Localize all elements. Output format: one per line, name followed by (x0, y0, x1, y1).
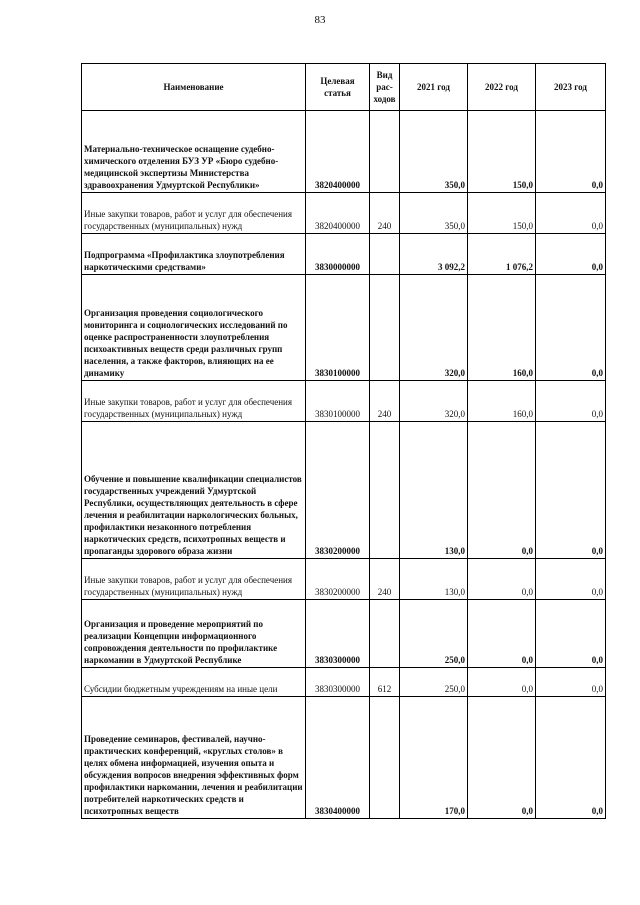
row-code: 3830300000 (306, 668, 370, 697)
row-vid (370, 697, 400, 819)
row-vid: 240 (370, 381, 400, 422)
row-2023: 0,0 (536, 668, 606, 697)
row-2021: 3 092,2 (400, 234, 468, 275)
row-code: 3820400000 (306, 111, 370, 193)
row-code: 3830300000 (306, 600, 370, 668)
row-2022: 0,0 (468, 600, 536, 668)
row-code: 3830400000 (306, 697, 370, 819)
row-name: Субсидии бюджетным учреждениям на иные цели (82, 668, 306, 697)
row-2023: 0,0 (536, 422, 606, 559)
row-2023: 0,0 (536, 697, 606, 819)
row-2022: 0,0 (468, 668, 536, 697)
row-vid (370, 600, 400, 668)
row-code: 3830200000 (306, 559, 370, 600)
row-name: Иные закупки товаров, работ и услуг для обеспечения государственных (муниципальных) нужд (82, 559, 306, 600)
header-code: Целевая статья (306, 64, 370, 111)
page-number: 83 (314, 14, 326, 26)
row-2021: 130,0 (400, 422, 468, 559)
row-2023: 0,0 (536, 559, 606, 600)
table-row (82, 600, 606, 668)
row-name: Иные закупки товаров, работ и услуг для обеспечения государственных (муниципальных) нужд (82, 193, 306, 234)
row-2023: 0,0 (536, 234, 606, 275)
row-code: 3830200000 (306, 422, 370, 559)
header-2022: 2022 год (468, 64, 536, 111)
row-2023: 0,0 (536, 600, 606, 668)
row-2022: 160,0 (468, 381, 536, 422)
row-name: Проведение семинаров, фестивалей, научно-практических конференций, «круглых столов» в целях обмена информацией, изучения опыта и обсуждения вопросов внедрения эффективных форм профилактики наркомании, лечения и реабилитации потребителей наркотических средств и психотропных веществ (82, 697, 306, 819)
table-header-row (82, 64, 606, 111)
row-vid (370, 275, 400, 381)
row-vid (370, 111, 400, 193)
row-2021: 350,0 (400, 193, 468, 234)
row-vid (370, 422, 400, 559)
header-2023: 2023 год (536, 64, 606, 111)
row-code: 3830100000 (306, 381, 370, 422)
row-vid: 240 (370, 193, 400, 234)
row-code: 3830000000 (306, 234, 370, 275)
table-row (82, 668, 606, 697)
table-row (82, 193, 606, 234)
row-name: Организация и проведение мероприятий по реализации Концепции информационного сопровождения деятельности по профилактике наркомании в Удмуртской Республике (82, 600, 306, 668)
row-2021: 320,0 (400, 381, 468, 422)
row-2023: 0,0 (536, 381, 606, 422)
row-2022: 1 076,2 (468, 234, 536, 275)
table-row (82, 697, 606, 819)
row-2023: 0,0 (536, 193, 606, 234)
table-row (82, 381, 606, 422)
row-2023: 0,0 (536, 275, 606, 381)
header-2021: 2021 год (400, 64, 468, 111)
row-vid: 240 (370, 559, 400, 600)
table-row (82, 275, 606, 381)
row-2022: 150,0 (468, 111, 536, 193)
row-code: 3820400000 (306, 193, 370, 234)
row-code: 3830100000 (306, 275, 370, 381)
row-2022: 0,0 (468, 697, 536, 819)
budget-table (81, 63, 606, 819)
row-2022: 0,0 (468, 559, 536, 600)
row-name: Материально-техническое оснащение судебно-химического отделения БУЗ УР «Бюро судебно-медицинской экспертизы Министерства здравоохранения Удмуртской Республики» (82, 111, 306, 193)
row-name: Подпрограмма «Профилактика злоупотребления наркотическими средствами» (82, 234, 306, 275)
row-2021: 170,0 (400, 697, 468, 819)
row-name: Обучение и повышение квалификации специалистов государственных учреждений Удмуртской Республики, осуществляющих деятельность в сфере лечения и реабилитации наркологических больных, профилактики незаконного потребления наркотических средств, психотропных веществ и пропаганды здорового образа жизни (82, 422, 306, 559)
row-2021: 250,0 (400, 600, 468, 668)
table-row (82, 422, 606, 559)
row-2023: 0,0 (536, 111, 606, 193)
row-2021: 130,0 (400, 559, 468, 600)
row-name: Иные закупки товаров, работ и услуг для обеспечения государственных (муниципальных) нужд (82, 381, 306, 422)
row-vid (370, 234, 400, 275)
row-2021: 350,0 (400, 111, 468, 193)
row-2021: 320,0 (400, 275, 468, 381)
table-row (82, 234, 606, 275)
row-2022: 150,0 (468, 193, 536, 234)
row-2021: 250,0 (400, 668, 468, 697)
row-vid: 612 (370, 668, 400, 697)
row-2022: 160,0 (468, 275, 536, 381)
table-row (82, 111, 606, 193)
row-name: Организация проведения социологического мониторинга и социологических исследований по оценке распространенности злоупотребления психоактивных веществ среди различных групп населения, а также факторов, влияющих на ее динамику (82, 275, 306, 381)
header-name: Наименование (82, 64, 306, 111)
table-row (82, 559, 606, 600)
row-2022: 0,0 (468, 422, 536, 559)
header-vid: Вид рас-ходов (370, 64, 400, 111)
